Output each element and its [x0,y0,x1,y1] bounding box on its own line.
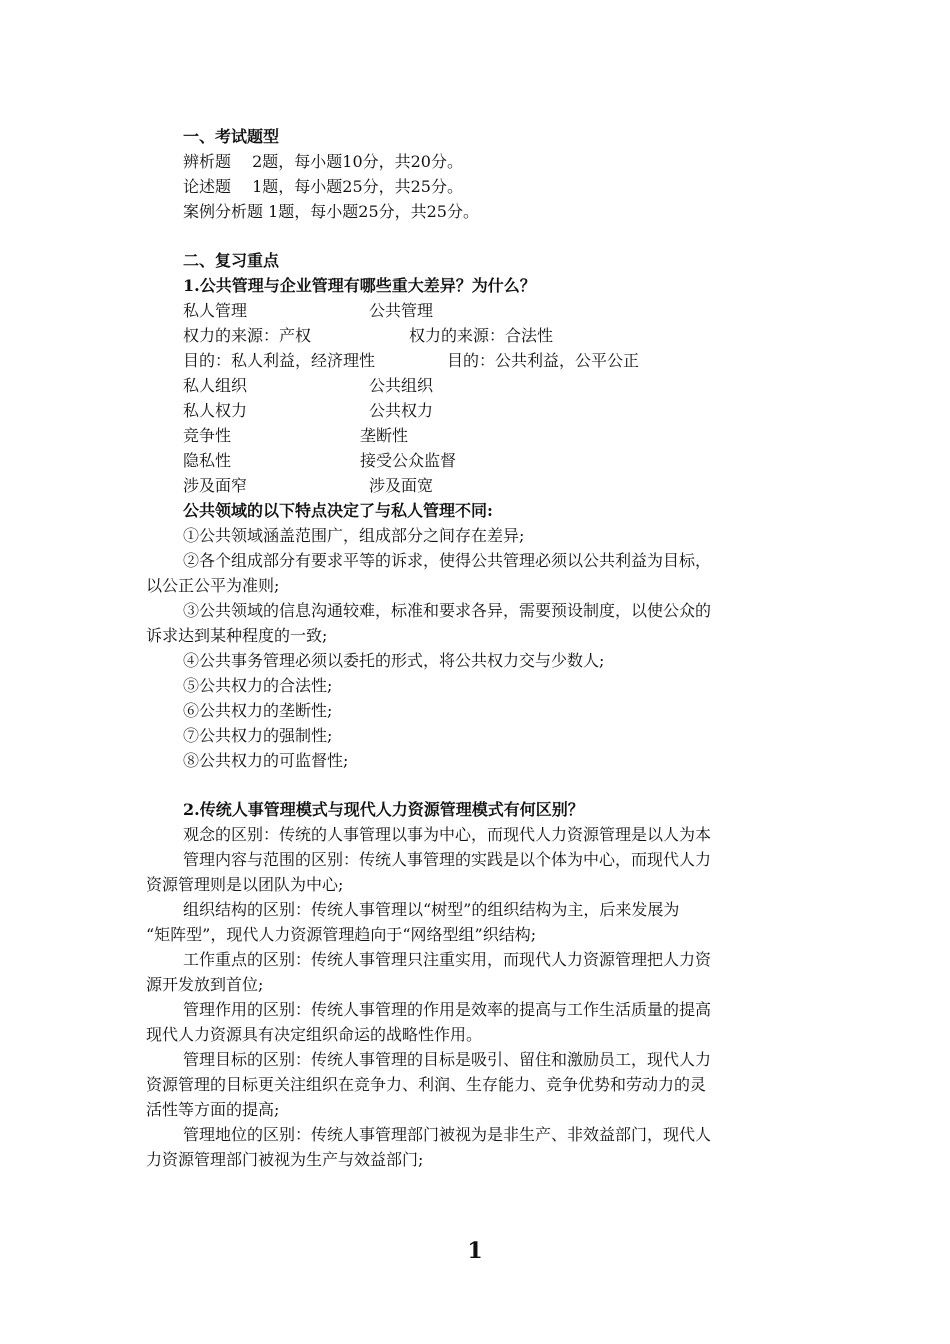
comparison-private: 目的：私人利益，经济理性 [183,351,376,370]
comparison-private: 涉及面窄 [183,476,248,495]
comparison-public: 权力的来源：合法性 [409,326,554,345]
q1-point-line: 以公正公平为准则; [146,576,280,595]
q1-point-line: ②各个组成部分有要求平等的诉求，使得公共管理必须以公共利益为目标， [183,551,712,570]
q1-point-line: ④公共事务管理必须以委托的形式，将公共权力交与少数人; [183,651,605,670]
exam-type-line: 案例分析题 1题，每小题25分，共25分。 [183,202,479,221]
q2-paragraph-line: 力资源管理部门被视为生产与效益部门; [146,1150,424,1169]
q2-paragraph-line: 现代人力资源具有决定组织命运的战略性作用。 [146,1025,483,1044]
comparison-private: 私人管理 [183,301,248,320]
section-heading-exam-types: 一、考试题型 [183,127,280,146]
comparison-private: 私人权力 [183,401,248,420]
q1-point-line: ⑤公共权力的合法性; [183,676,333,695]
section-heading-review-points: 二、复习重点 [183,251,280,270]
q2-paragraph-line: 资源管理则是以团队为中心; [146,875,344,894]
question-2-heading: 2.传统人事管理模式与现代人力资源管理模式有何区别？ [183,800,584,819]
comparison-public: 公共管理 [369,301,434,320]
q2-paragraph-line: 资源管理的目标更关注组织在竞争力、利润、生存能力、竞争优势和劳动力的灵 [146,1075,707,1094]
comparison-private: 私人组织 [183,376,248,395]
q2-paragraph-line: 组织结构的区别：传统人事管理以“树型”的组织结构为主，后来发展为 [183,900,680,919]
comparison-public: 接受公众监督 [360,451,457,470]
q2-paragraph-line: 源开发放到首位; [146,975,264,994]
q1-point-line: ①公共领域涵盖范围广，组成部分之间存在差异; [183,526,525,545]
comparison-private: 隐私性 [183,451,232,470]
q2-paragraph-line: 管理作用的区别：传统人事管理的作用是效率的提高与工作生活质量的提高 [183,1000,712,1019]
page-number: 1 [467,1238,483,1264]
comparison-public: 垄断性 [360,426,409,445]
comparison-private: 竞争性 [183,426,232,445]
comparison-public: 目的：公共利益，公平公正 [447,351,640,370]
q1-point-line: ⑧公共权力的可监督性; [183,751,349,770]
q1-subheading: 公共领域的以下特点决定了与私人管理不同: [183,501,493,520]
q2-paragraph-line: 管理目标的区别：传统人事管理的目标是吸引、留住和激励员工，现代人力 [183,1050,712,1069]
question-1-heading: 1.公共管理与企业管理有哪些重大差异？为什么？ [183,276,536,295]
q1-point-line: ⑥公共权力的垄断性; [183,701,333,720]
q2-paragraph-line: 管理内容与范围的区别：传统人事管理的实践是以个体为中心，而现代人力 [183,850,712,869]
comparison-public: 公共组织 [369,376,434,395]
q2-paragraph-line: 观念的区别：传统的人事管理以事为中心，而现代人力资源管理是以人为本 [183,825,712,844]
q1-point-line: ⑦公共权力的强制性; [183,726,333,745]
comparison-private: 权力的来源：产权 [183,326,312,345]
comparison-public: 公共权力 [369,401,434,420]
exam-type-line: 辨析题 2题，每小题10分，共20分。 [183,152,463,171]
q2-paragraph-line: 活性等方面的提高; [146,1100,280,1119]
exam-type-line: 论述题 1题，每小题25分，共25分。 [183,177,463,196]
q2-paragraph-line: “矩阵型”，现代人力资源管理趋向于“网络型组”织结构; [146,925,537,944]
q2-paragraph-line: 管理地位的区别：传统人事管理部门被视为是非生产、非效益部门，现代人 [183,1125,712,1144]
q1-point-line: ③公共领域的信息沟通较难，标准和要求各异，需要预设制度，以使公众的 [183,601,712,620]
q1-point-line: 诉求达到某种程度的一致; [146,626,328,645]
comparison-public: 涉及面宽 [369,476,434,495]
q2-paragraph-line: 工作重点的区别：传统人事管理只注重实用，而现代人力资源管理把人力资 [183,950,712,969]
